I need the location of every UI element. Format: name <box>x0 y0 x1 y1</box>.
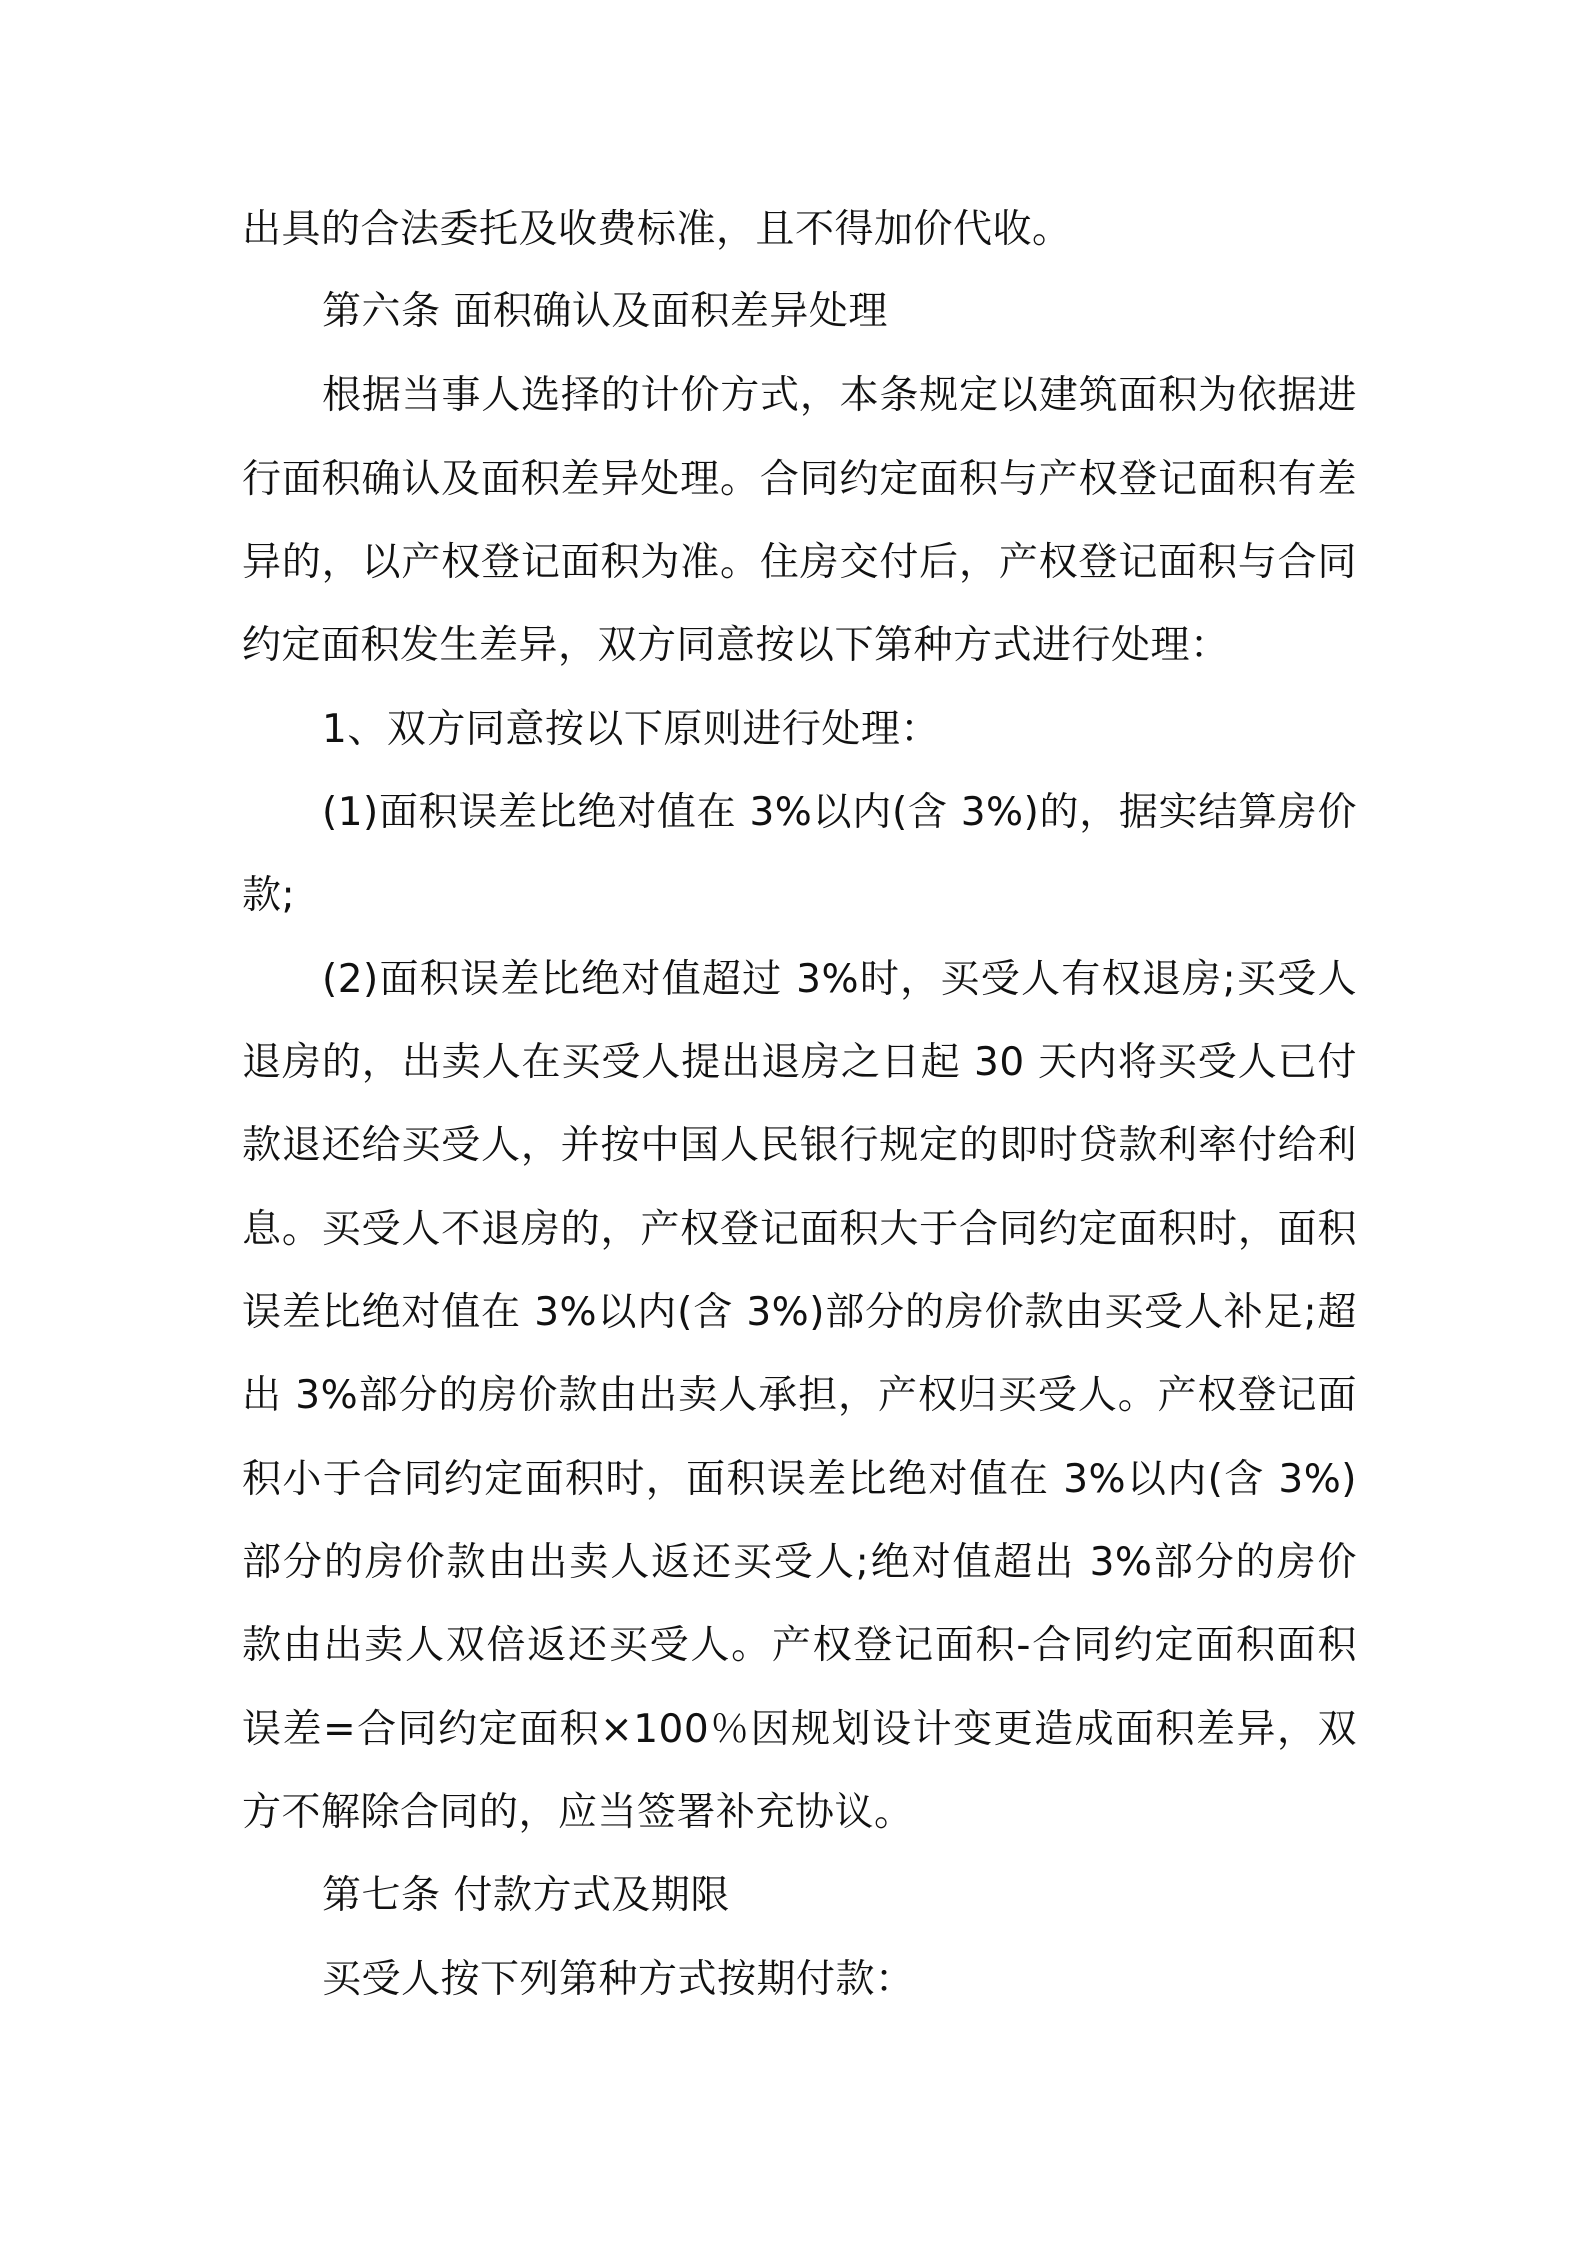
section-heading: 第六条 面积确认及面积差异处理 <box>322 289 888 334</box>
text-line: 行面积确认及面积差异处理。合同约定面积与产权登记面积有差 <box>242 457 1357 502</box>
text-line: 款; <box>242 873 296 918</box>
text-line: 误差=合同约定面积×100％因规划设计变更造成面积差异，双 <box>242 1707 1357 1752</box>
text-line: 根据当事人选择的计价方式，本条规定以建筑面积为依据进 <box>322 373 1357 418</box>
text-line: 款由出卖人双倍返还买受人。产权登记面积-合同约定面积面积 <box>242 1623 1357 1668</box>
text-line: 款退还给买受人，并按中国人民银行规定的即时贷款利率付给利 <box>242 1123 1357 1168</box>
text-line: 部分的房价款由出卖人返还买受人;绝对值超出 3%部分的房价 <box>242 1540 1357 1585</box>
text-line: 买受人按下列第种方式按期付款： <box>322 1957 915 2002</box>
text-line: 退房的，出卖人在买受人提出退房之日起 30 天内将买受人已付 <box>242 1040 1357 1085</box>
text-line: 约定面积发生差异，双方同意按以下第种方式进行处理： <box>242 623 1230 668</box>
text-line: 出具的合法委托及收费标准，且不得加价代收。 <box>242 207 1072 252</box>
text-line: 积小于合同约定面积时，面积误差比绝对值在 3%以内(含 3%) <box>242 1457 1357 1502</box>
text-line: (2)面积误差比绝对值超过 3%时，买受人有权退房;买受人 <box>322 957 1357 1002</box>
text-line: 方不解除合同的，应当签署补充协议。 <box>242 1790 914 1835</box>
text-line: 息。买受人不退房的，产权登记面积大于合同约定面积时，面积 <box>242 1207 1357 1252</box>
text-line: 异的，以产权登记面积为准。住房交付后，产权登记面积与合同 <box>242 540 1357 585</box>
text-line: 出 3%部分的房价款由出卖人承担，产权归买受人。产权登记面 <box>242 1373 1357 1418</box>
text-line: (1)面积误差比绝对值在 3%以内(含 3%)的，据实结算房价 <box>322 790 1357 835</box>
text-line: 1、双方同意按以下原则进行处理： <box>322 707 940 752</box>
text-line: 误差比绝对值在 3%以内(含 3%)部分的房价款由买受人补足;超 <box>242 1290 1357 1335</box>
section-heading: 第七条 付款方式及期限 <box>322 1873 730 1918</box>
